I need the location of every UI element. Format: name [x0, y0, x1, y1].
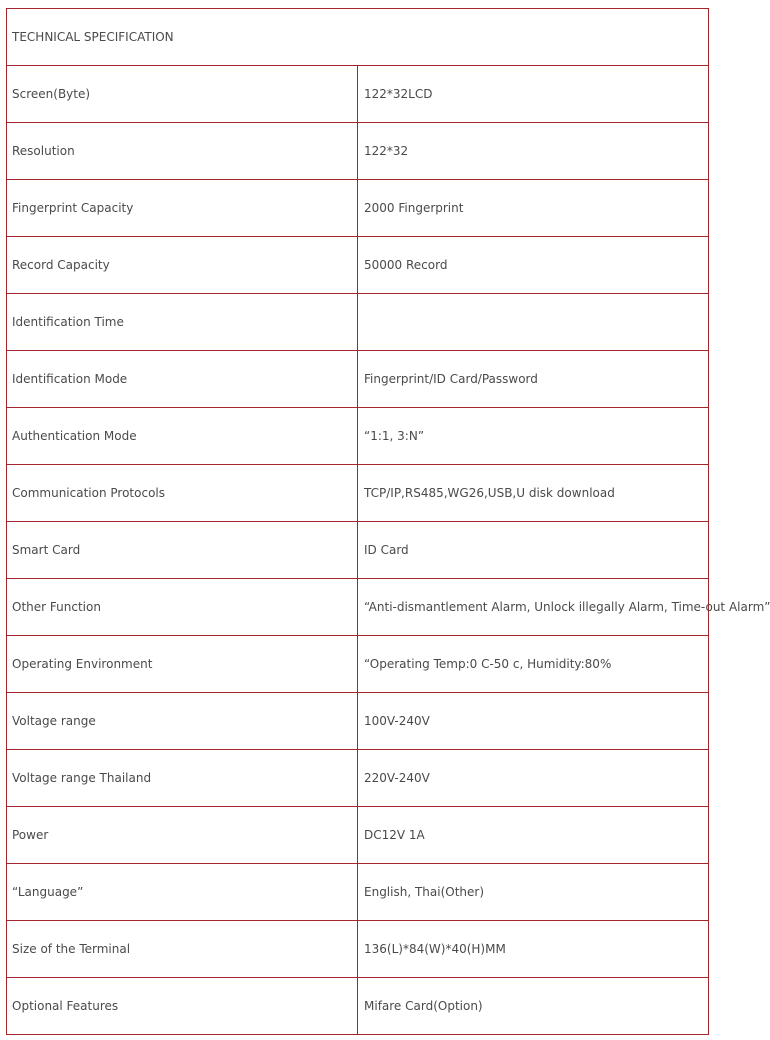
spec-value: 122*32 [358, 123, 709, 180]
table-row [7, 123, 709, 180]
spec-value: Fingerprint/ID Card/Password [358, 351, 709, 408]
table-row [7, 579, 709, 636]
table-row [7, 522, 709, 579]
table-row [7, 636, 709, 693]
table-header-row [7, 9, 709, 66]
spec-value: “1:1, 3:N” [358, 408, 709, 465]
table-row [7, 921, 709, 978]
table-row [7, 750, 709, 807]
spec-label: Voltage range Thailand [7, 750, 358, 807]
spec-value: 220V-240V [358, 750, 709, 807]
spec-label: Record Capacity [7, 237, 358, 294]
spec-value: 100V-240V [358, 693, 709, 750]
spec-value: ID Card [358, 522, 709, 579]
spec-label: Smart Card [7, 522, 358, 579]
table-row [7, 978, 709, 1035]
spec-value: “Anti-dismantlement Alarm, Unlock illegally Alarm, Time-out Alarm” [358, 579, 709, 636]
spec-value: 2000 Fingerprint [358, 180, 709, 237]
spec-value: TCP/IP,RS485,WG26,USB,U disk download [358, 465, 709, 522]
spec-label: Optional Features [7, 978, 358, 1035]
spec-label: Identification Mode [7, 351, 358, 408]
spec-label: Screen(Byte) [7, 66, 358, 123]
spec-label: Communication Protocols [7, 465, 358, 522]
table-row [7, 408, 709, 465]
spec-label: Power [7, 807, 358, 864]
spec-label: Voltage range [7, 693, 358, 750]
spec-value: “Operating Temp:0 C-50 c, Humidity:80% [358, 636, 709, 693]
table-row [7, 294, 709, 351]
spec-label: Operating Environment [7, 636, 358, 693]
spec-value: DC12V 1A [358, 807, 709, 864]
spec-label: Resolution [7, 123, 358, 180]
table-row [7, 351, 709, 408]
spec-value: 136(L)*84(W)*40(H)MM [358, 921, 709, 978]
table-title: TECHNICAL SPECIFICATION [7, 9, 709, 66]
table-row [7, 66, 709, 123]
table-row [7, 807, 709, 864]
spec-label: Fingerprint Capacity [7, 180, 358, 237]
spec-value: Mifare Card(Option) [358, 978, 709, 1035]
spec-value: 50000 Record [358, 237, 709, 294]
table-row [7, 237, 709, 294]
spec-label: “Language” [7, 864, 358, 921]
spec-label: Size of the Terminal [7, 921, 358, 978]
spec-value [358, 294, 709, 351]
table-row [7, 864, 709, 921]
spec-value: English, Thai(Other) [358, 864, 709, 921]
table-row [7, 693, 709, 750]
spec-table [6, 8, 770, 1035]
spec-label: Identification Time [7, 294, 358, 351]
table-row [7, 465, 709, 522]
table-row [7, 180, 709, 237]
spec-label: Other Function [7, 579, 358, 636]
spec-value: 122*32LCD [358, 66, 709, 123]
spec-label: Authentication Mode [7, 408, 358, 465]
